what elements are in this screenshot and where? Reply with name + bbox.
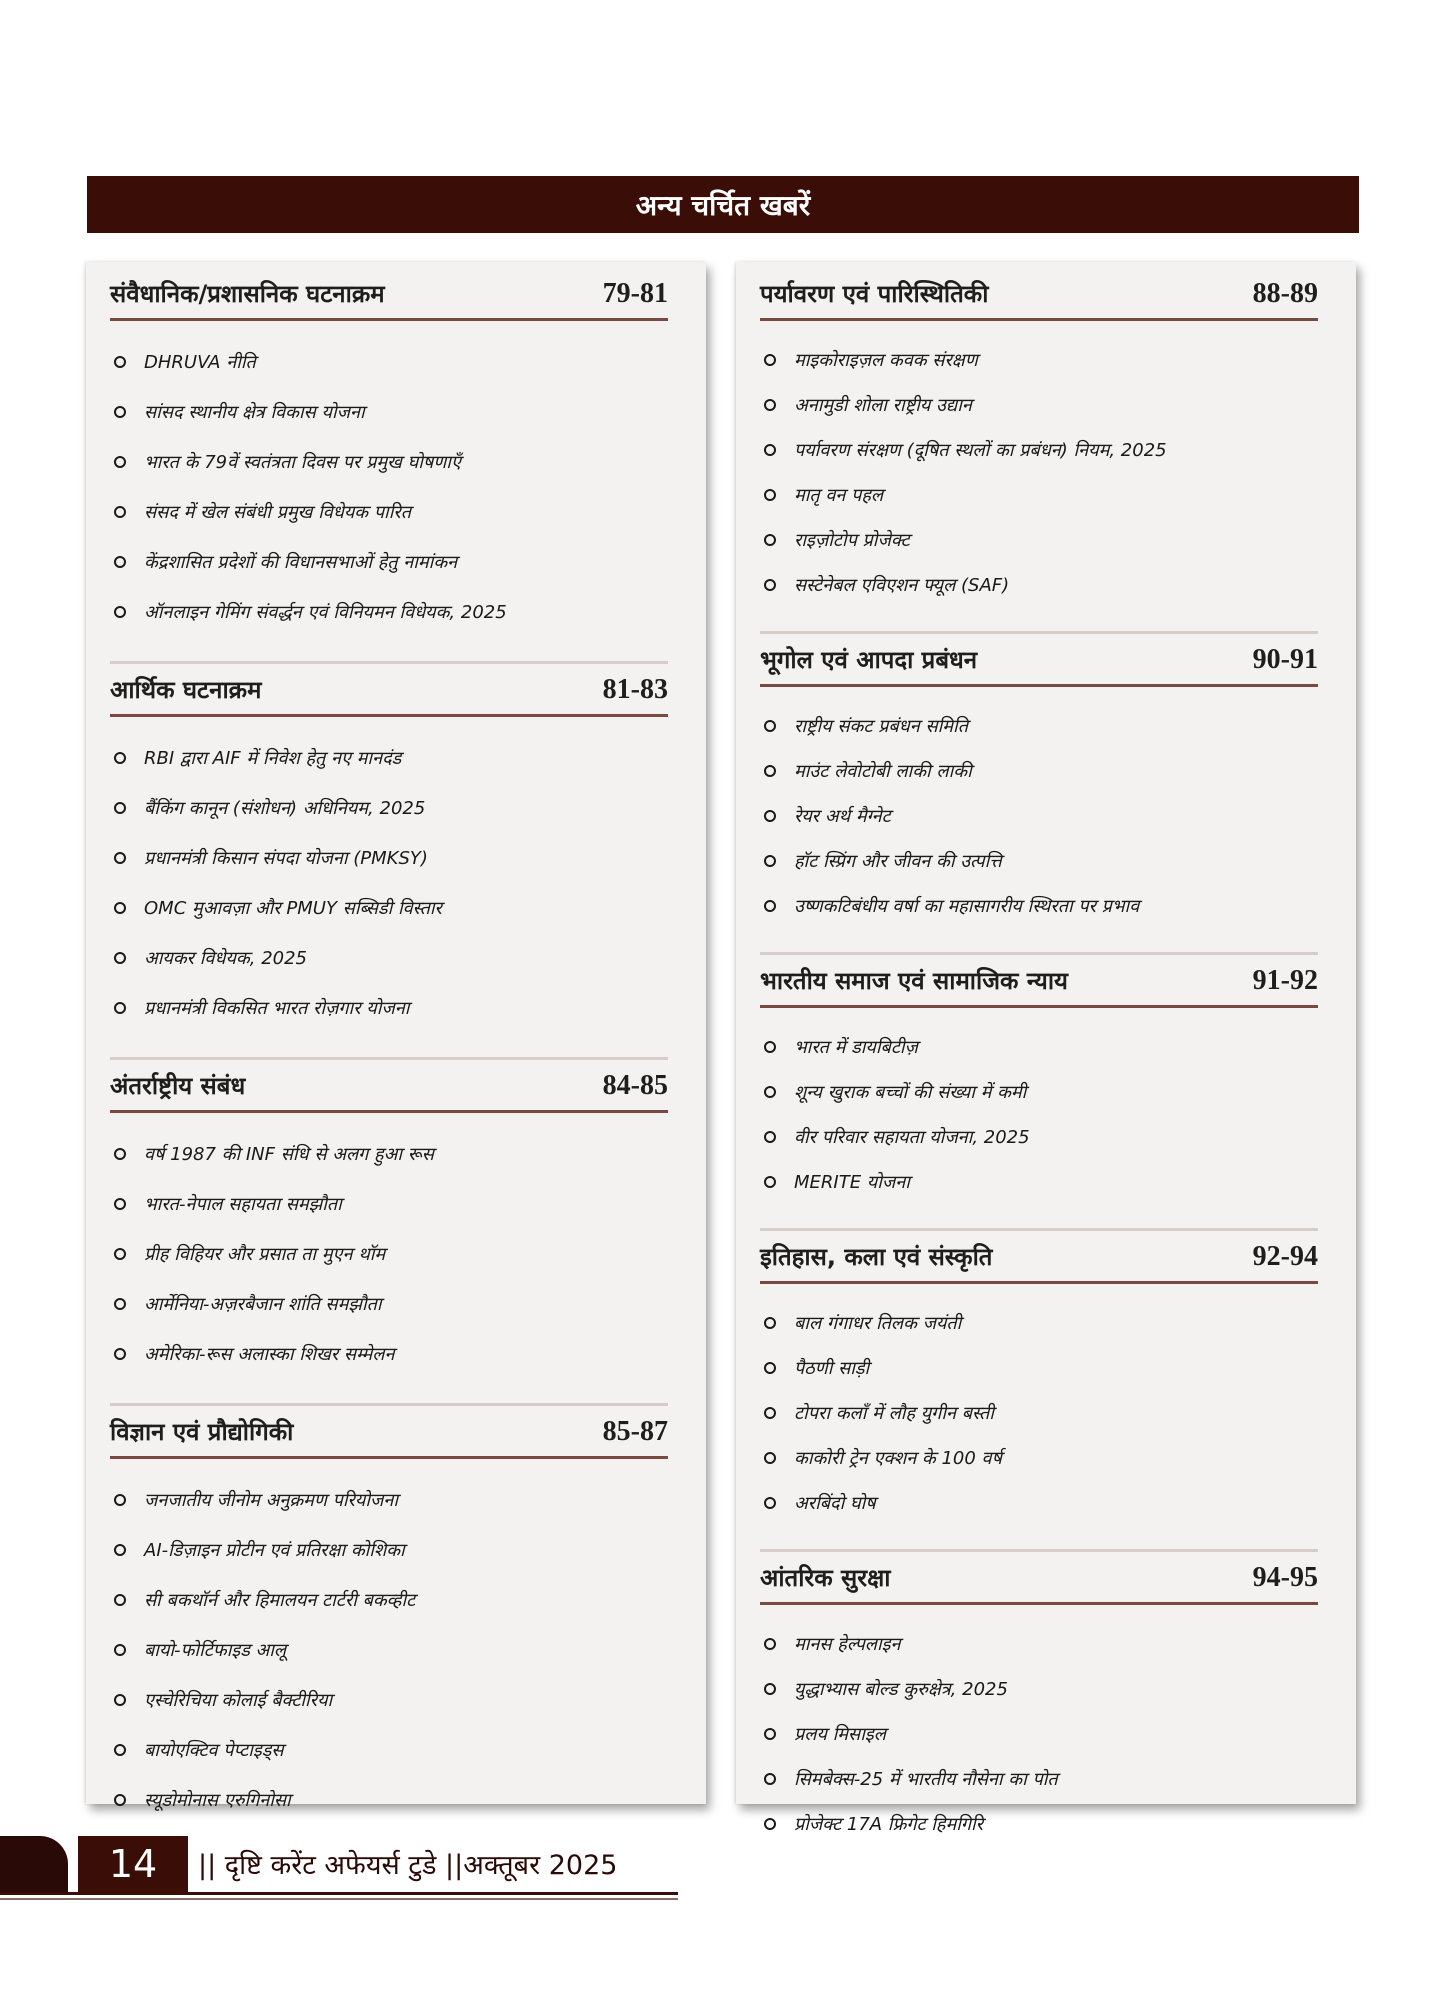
section-page-range: 91-92 <box>1252 965 1318 996</box>
list-item <box>110 833 668 883</box>
circle-bullet-icon <box>114 356 126 368</box>
list-item-text: काकोरी ट्रेन एक्शन के 100 वर्ष <box>794 1447 1002 1469</box>
section <box>110 262 668 637</box>
section-title: भारतीय समाज एवं सामाजिक न्याय <box>760 967 1068 995</box>
list-item-text: वीर परिवार सहायता योजना, 2025 <box>794 1126 1030 1148</box>
section-header <box>760 631 1318 687</box>
circle-bullet-icon <box>114 952 126 964</box>
list-item-text: प्रीह विहियर और प्रसात ता मुएन थॉम <box>144 1244 386 1265</box>
circle-bullet-icon <box>764 579 776 591</box>
section-header <box>110 1403 668 1459</box>
circle-bullet-icon <box>764 354 776 366</box>
list-item <box>110 337 668 387</box>
section-header <box>760 952 1318 1008</box>
list-item-text: प्रधानमंत्री किसान संपदा योजना (PMKSY) <box>144 848 428 869</box>
list-item-text: सस्टेनेबल एविएशन फ्यूल (SAF) <box>794 574 1010 596</box>
circle-bullet-icon <box>764 1728 776 1740</box>
list-item <box>110 883 668 933</box>
list-item-text: प्रोजेक्ट 17A फ्रिगेट हिमगिरि <box>794 1813 984 1835</box>
circle-bullet-icon <box>114 1002 126 1014</box>
topic-list <box>110 733 668 1033</box>
circle-bullet-icon <box>114 1494 126 1506</box>
section-title: इतिहास, कला एवं संस्कृति <box>760 1243 993 1271</box>
circle-bullet-icon <box>764 1362 776 1374</box>
list-item-text: AI-डिज़ाइन प्रोटीन एवं प्रतिरक्षा कोशिका <box>144 1540 405 1561</box>
section <box>760 1549 1318 1846</box>
list-item <box>760 838 1318 883</box>
footer-rule-thin <box>0 1898 678 1900</box>
section <box>110 1057 668 1379</box>
list-item <box>760 1390 1318 1435</box>
list-item-text: RBI द्वारा AIF में निवेश हेतु नए मानदंड <box>144 748 402 769</box>
list-item-text: आर्मेनिया-अज़रबैजान शांति समझौता <box>144 1294 382 1315</box>
section-header <box>760 1228 1318 1284</box>
list-item <box>110 1279 668 1329</box>
list-item <box>760 1666 1318 1711</box>
list-item <box>760 1159 1318 1204</box>
circle-bullet-icon <box>764 1638 776 1650</box>
topic-list <box>760 1300 1318 1525</box>
footer-publication: || दृष्टि करेंट अफेयर्स टुडे ||अक्तूबर 2025 <box>198 1849 618 1881</box>
circle-bullet-icon <box>114 1644 126 1656</box>
list-item <box>110 437 668 487</box>
list-item-text: आयकर विधेयक, 2025 <box>144 948 307 969</box>
list-item <box>110 1475 668 1525</box>
list-item <box>760 1621 1318 1666</box>
section-page-range: 85-87 <box>602 1416 668 1447</box>
list-item-text: ऑनलाइन गेमिंग संवर्द्धन एवं विनियमन विधेयक, 2025 <box>144 602 507 623</box>
list-item <box>760 1345 1318 1390</box>
section-title: पर्यावरण एवं पारिस्थितिकी <box>760 280 989 308</box>
circle-bullet-icon <box>114 1298 126 1310</box>
circle-bullet-icon <box>114 406 126 418</box>
circle-bullet-icon <box>114 1248 126 1260</box>
circle-bullet-icon <box>114 556 126 568</box>
circle-bullet-icon <box>764 489 776 501</box>
list-item-text: सिमबेक्स-25 में भारतीय नौसेना का पोत <box>794 1768 1058 1790</box>
circle-bullet-icon <box>764 855 776 867</box>
list-item <box>110 1329 668 1379</box>
circle-bullet-icon <box>114 506 126 518</box>
section <box>760 1228 1318 1525</box>
list-item <box>110 1129 668 1179</box>
list-item-text: हॉट स्प्रिंग और जीवन की उत्पत्ति <box>794 850 1002 872</box>
list-item-text: पैठणी साड़ी <box>794 1357 870 1379</box>
list-item-text: संसद में खेल संबंधी प्रमुख विधेयक पारित <box>144 502 411 523</box>
list-item <box>110 537 668 587</box>
circle-bullet-icon <box>764 444 776 456</box>
list-item <box>760 883 1318 928</box>
circle-bullet-icon <box>764 900 776 912</box>
circle-bullet-icon <box>764 1452 776 1464</box>
topic-list <box>760 1024 1318 1204</box>
list-item <box>760 1114 1318 1159</box>
list-item <box>110 587 668 637</box>
section-header <box>760 262 1318 321</box>
circle-bullet-icon <box>764 1317 776 1329</box>
list-item-text: DHRUVA नीति <box>144 352 256 373</box>
list-item <box>760 1480 1318 1525</box>
circle-bullet-icon <box>114 802 126 814</box>
circle-bullet-icon <box>764 1818 776 1830</box>
list-item <box>760 748 1318 793</box>
list-item <box>760 517 1318 562</box>
section <box>760 262 1318 607</box>
section-header <box>110 661 668 717</box>
section-title: भूगोल एवं आपदा प्रबंधन <box>760 646 978 674</box>
topic-list <box>110 1129 668 1379</box>
circle-bullet-icon <box>764 765 776 777</box>
list-item <box>110 933 668 983</box>
list-item-text: उष्णकटिबंधीय वर्षा का महासागरीय स्थिरता पर प्रभाव <box>794 895 1140 917</box>
list-item-text: मानस हेल्पलाइन <box>794 1633 901 1655</box>
section-header <box>110 262 668 321</box>
circle-bullet-icon <box>764 1497 776 1509</box>
circle-bullet-icon <box>764 1683 776 1695</box>
circle-bullet-icon <box>114 1348 126 1360</box>
page-title: अन्य चर्चित खबरें <box>635 188 811 222</box>
circle-bullet-icon <box>114 752 126 764</box>
circle-bullet-icon <box>114 1544 126 1556</box>
circle-bullet-icon <box>114 1148 126 1160</box>
section-page-range: 81-83 <box>602 674 668 705</box>
list-item <box>110 1775 668 1825</box>
list-item-text: रेयर अर्थ मैग्नेट <box>794 805 891 827</box>
list-item <box>760 472 1318 517</box>
circle-bullet-icon <box>764 720 776 732</box>
list-item <box>760 703 1318 748</box>
section-page-range: 90-91 <box>1252 644 1318 675</box>
circle-bullet-icon <box>114 902 126 914</box>
list-item-text: अमेरिका-रूस अलास्का शिखर सम्मेलन <box>144 1344 395 1365</box>
circle-bullet-icon <box>114 1694 126 1706</box>
section-page-range: 94-95 <box>1252 1562 1318 1593</box>
list-item-text: माइकोराइज़ल कवक संरक्षण <box>794 349 978 371</box>
list-item-text: स्यूडोमोनास एरुगिनोसा <box>144 1790 291 1811</box>
list-item-text: भारत में डायबिटीज़ <box>794 1036 918 1058</box>
list-item-text: एस्चेरिचिया कोलाई बैक्टीरिया <box>144 1690 333 1711</box>
list-item-text: युद्धाभ्यास बोल्ड कुरुक्षेत्र, 2025 <box>794 1678 1008 1700</box>
circle-bullet-icon <box>114 456 126 468</box>
circle-bullet-icon <box>764 810 776 822</box>
list-item <box>760 382 1318 427</box>
topic-list <box>760 337 1318 607</box>
topic-list <box>110 337 668 637</box>
list-item <box>760 427 1318 472</box>
circle-bullet-icon <box>764 1773 776 1785</box>
list-item <box>760 1300 1318 1345</box>
footer-rule <box>0 1892 678 1895</box>
topic-list <box>110 1475 668 1825</box>
section-header <box>110 1057 668 1113</box>
list-item <box>110 1525 668 1575</box>
list-item-text: OMC मुआवज़ा और PMUY सब्सिडी विस्तार <box>144 898 442 919</box>
list-item <box>760 1069 1318 1114</box>
list-item-text: शून्य खुराक बच्चों की संख्या में कमी <box>794 1081 1027 1103</box>
section-page-range: 79-81 <box>602 278 668 309</box>
section <box>110 1403 668 1825</box>
list-item-text: पर्यावरण संरक्षण (दूषित स्थलों का प्रबंधन) नियम, 2025 <box>794 439 1167 461</box>
list-item-text: राष्ट्रीय संकट प्रबंधन समिति <box>794 715 968 737</box>
list-item-text: अरबिंदो घोष <box>794 1492 876 1514</box>
list-item <box>760 1435 1318 1480</box>
list-item <box>110 1575 668 1625</box>
list-item <box>760 1801 1318 1846</box>
section-page-range: 92-94 <box>1252 1241 1318 1272</box>
circle-bullet-icon <box>114 1794 126 1806</box>
list-item <box>110 783 668 833</box>
circle-bullet-icon <box>764 399 776 411</box>
section <box>760 631 1318 928</box>
list-item <box>110 387 668 437</box>
list-item <box>760 1756 1318 1801</box>
list-item <box>760 337 1318 382</box>
list-item <box>110 1725 668 1775</box>
list-item-text: बाल गंगाधर तिलक जयंती <box>794 1312 962 1334</box>
section-title: अंतर्राष्ट्रीय संबंध <box>110 1072 246 1100</box>
list-item-text: अनामुडी शोला राष्ट्रीय उद्यान <box>794 394 972 416</box>
list-item-text: राइज़ोटोप प्रोजेक्ट <box>794 529 910 551</box>
list-item-text: मातृ वन पहल <box>794 484 884 506</box>
section-page-range: 84-85 <box>602 1070 668 1101</box>
list-item <box>110 1625 668 1675</box>
section-header <box>760 1549 1318 1605</box>
circle-bullet-icon <box>764 1041 776 1053</box>
list-item-text: बायोएक्टिव पेप्टाइड्स <box>144 1740 284 1761</box>
list-item-text: जनजातीय जीनोम अनुक्रमण परियोजना <box>144 1490 399 1511</box>
list-item-text: सी बकथॉर्न और हिमालयन टार्टरी बकव्हीट <box>144 1590 416 1611</box>
list-item <box>760 562 1318 607</box>
list-item <box>760 793 1318 838</box>
circle-bullet-icon <box>114 1198 126 1210</box>
list-item <box>110 1675 668 1725</box>
list-item-text: केंद्रशासित प्रदेशों की विधानसभाओं हेतु नामांकन <box>144 552 458 573</box>
circle-bullet-icon <box>764 534 776 546</box>
list-item-text: टोपरा कलाँ में लौह युगीन बस्ती <box>794 1402 994 1424</box>
topic-list <box>760 1621 1318 1846</box>
list-item <box>110 1179 668 1229</box>
topic-list <box>760 703 1318 928</box>
list-item <box>110 733 668 783</box>
right-column <box>736 262 1356 1835</box>
circle-bullet-icon <box>764 1176 776 1188</box>
footer-tab <box>0 1836 68 1892</box>
circle-bullet-icon <box>764 1131 776 1143</box>
footer-page-number: 14 <box>78 1836 188 1892</box>
circle-bullet-icon <box>764 1086 776 1098</box>
section-page-range: 88-89 <box>1252 278 1318 309</box>
list-item-text: माउंट लेवोटोबी लाकी लाकी <box>794 760 972 782</box>
list-item-text: बैंकिंग कानून (संशोधन) अधिनियम, 2025 <box>144 798 426 819</box>
circle-bullet-icon <box>114 1744 126 1756</box>
list-item-text: प्रलय मिसाइल <box>794 1723 886 1745</box>
list-item-text: बायो-फोर्टिफाइड आलू <box>144 1640 287 1661</box>
circle-bullet-icon <box>114 852 126 864</box>
list-item <box>110 487 668 537</box>
circle-bullet-icon <box>764 1407 776 1419</box>
list-item-text: प्रधानमंत्री विकसित भारत रोज़गार योजना <box>144 998 410 1019</box>
list-item-text: वर्ष 1987 की INF संधि से अलग हुआ रूस <box>144 1144 434 1165</box>
section-title: आंतरिक सुरक्षा <box>760 1564 891 1592</box>
list-item-text: भारत के 79वें स्वतंत्रता दिवस पर प्रमुख घोषणाएँ <box>144 452 461 473</box>
circle-bullet-icon <box>114 606 126 618</box>
page-title-banner <box>87 176 1359 233</box>
left-column <box>86 262 706 1811</box>
section-title: विज्ञान एवं प्रौद्योगिकी <box>110 1418 294 1446</box>
list-item <box>760 1024 1318 1069</box>
list-item <box>760 1711 1318 1756</box>
section <box>760 952 1318 1204</box>
list-item-text: सांसद स्थानीय क्षेत्र विकास योजना <box>144 402 365 423</box>
section <box>110 661 668 1033</box>
list-item-text: MERITE योजना <box>794 1171 910 1193</box>
circle-bullet-icon <box>114 1594 126 1606</box>
list-item <box>110 983 668 1033</box>
list-item <box>110 1229 668 1279</box>
section-title: संवैधानिक/प्रशासनिक घटनाक्रम <box>110 280 385 308</box>
section-title: आर्थिक घटनाक्रम <box>110 676 262 704</box>
list-item-text: भारत-नेपाल सहायता समझौता <box>144 1194 342 1215</box>
